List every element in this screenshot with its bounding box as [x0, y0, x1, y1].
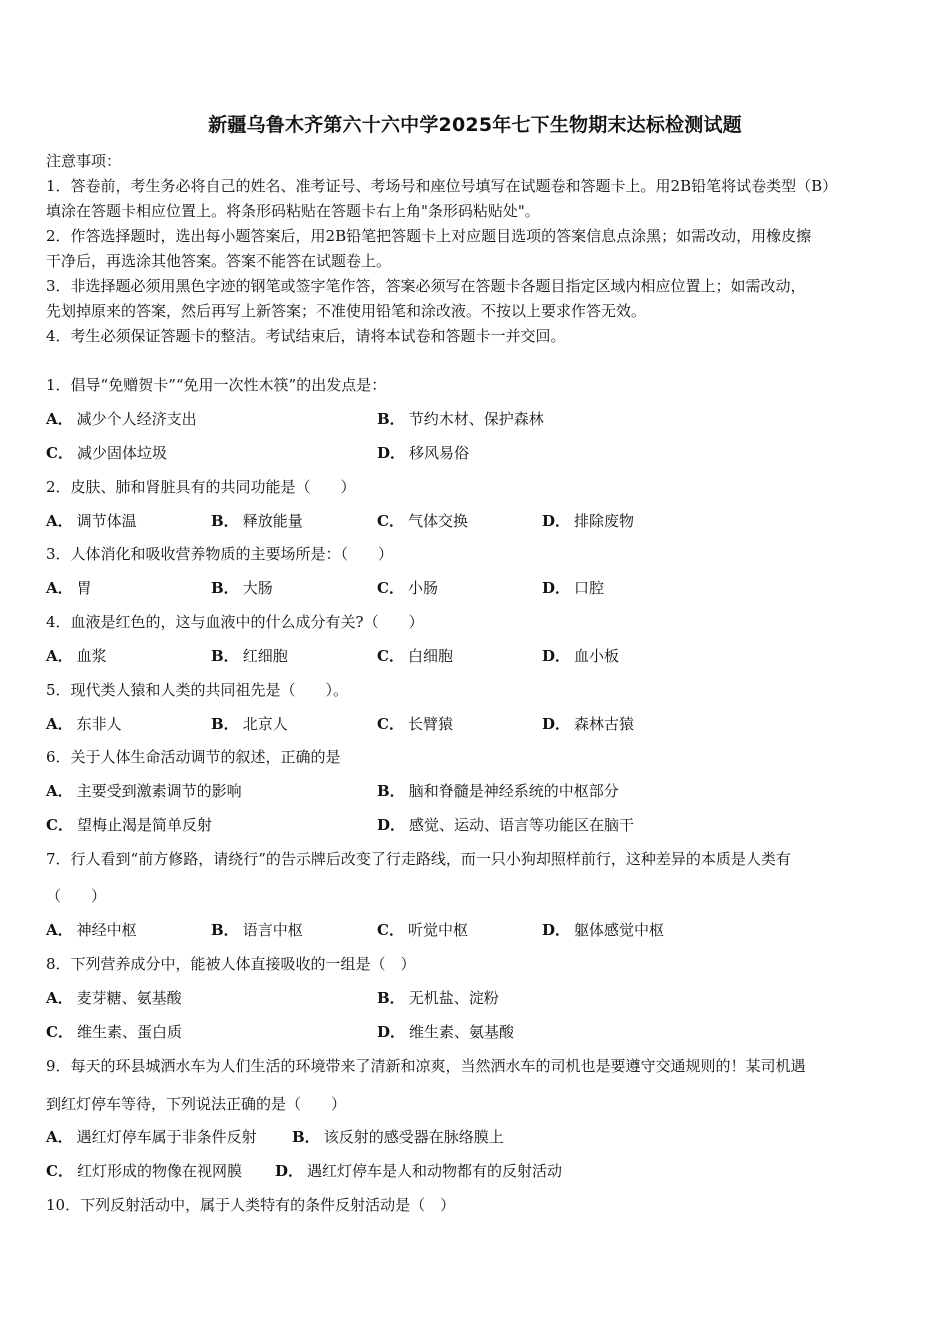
q2-option-c: C． 气体交换 — [377, 512, 468, 530]
q8-option-c: C． 维生素、蛋白质 — [46, 1023, 182, 1041]
q1-option-d: D． 移风易俗 — [377, 444, 470, 462]
q9-option-c: C． 红灯形成的物像在视网膜 — [46, 1162, 242, 1180]
question-7-stem-cont: （ ） — [46, 887, 107, 905]
q8-option-b: B． 无机盐、淀粉 — [377, 989, 499, 1007]
q3-option-c: C． 小肠 — [377, 579, 438, 597]
q8-option-a: A． 麦芽糖、氨基酸 — [46, 989, 182, 1007]
question-8-stem: 8．下列营养成分中，能被人体直接吸收的一组是（ ） — [46, 955, 416, 973]
q3-option-a: A． 胃 — [46, 579, 92, 597]
q4-option-d: D． 血小板 — [542, 647, 620, 665]
q1-option-c: C． 减少固体垃圾 — [46, 444, 167, 462]
q9-option-d: D． 遇红灯停车是人和动物都有的反射活动 — [275, 1162, 563, 1180]
notice-line: 填涂在答题卡相应位置上。将条形码粘贴在答题卡右上角"条形码粘贴处"。 — [46, 202, 540, 220]
q1-option-a: A． 减少个人经济支出 — [46, 410, 197, 428]
question-5-stem: 5．现代类人猿和人类的共同祖先是（ ）。 — [46, 681, 349, 699]
q2-option-a: A． 调节体温 — [46, 512, 137, 530]
exam-title: 新疆乌鲁木齐第六十六中学2025年七下生物期末达标检测试题 — [208, 114, 742, 136]
question-6-stem: 6．关于人体生命活动调节的叙述，正确的是 — [46, 748, 341, 766]
q9-option-b: B． 该反射的感受器在脉络膜上 — [292, 1128, 504, 1146]
question-2-stem: 2．皮肤、肺和肾脏具有的共同功能是（ ） — [46, 478, 356, 496]
q7-option-d: D． 躯体感觉中枢 — [542, 921, 665, 939]
question-10-stem: 10．下列反射活动中，属于人类特有的条件反射活动是（ ） — [46, 1196, 456, 1214]
q7-option-c: C． 听觉中枢 — [377, 921, 468, 939]
notice-line: 4．考生必须保证答题卡的整洁。考试结束后，请将本试卷和答题卡一并交回。 — [46, 327, 566, 345]
notice-line: 1．答卷前，考生务必将自己的姓名、准考证号、考场号和座位号填写在试题卷和答题卡上。用2B铅笔将试卷类型（B） — [46, 177, 838, 195]
q7-option-a: A． 神经中枢 — [46, 921, 137, 939]
q9-option-a: A． 遇红灯停车属于非条件反射 — [46, 1128, 257, 1146]
question-1-stem: 1．倡导“免赠贺卡”“免用一次性木筷”的出发点是： — [46, 376, 387, 394]
notice-heading: 注意事项： — [46, 152, 122, 170]
notice-line: 先划掉原来的答案，然后再写上新答案；不准使用铅笔和涂改液。不按以上要求作答无效。 — [46, 302, 647, 320]
q5-option-a: A． 东非人 — [46, 715, 122, 733]
q2-option-b: B． 释放能量 — [211, 512, 303, 530]
notice-line: 3．非选择题必须用黑色字迹的钢笔或签字笔作答，答案必须写在答题卡各题目指定区域内相应位置上；如需改动， — [46, 277, 806, 295]
q5-option-d: D． 森林古猿 — [542, 715, 635, 733]
q6-option-d: D． 感觉、运动、语言等功能区在脑干 — [377, 816, 635, 834]
q8-option-d: D． 维生素、氨基酸 — [377, 1023, 515, 1041]
q4-option-b: B． 红细胞 — [211, 647, 288, 665]
question-9-stem-cont: 到红灯停车等待，下列说法正确的是（ ） — [46, 1095, 347, 1113]
q7-option-b: B． 语言中枢 — [211, 921, 303, 939]
q5-option-c: C． 长臂猿 — [377, 715, 453, 733]
q2-option-d: D． 排除废物 — [542, 512, 635, 530]
q5-option-b: B． 北京人 — [211, 715, 288, 733]
q3-option-d: D． 口腔 — [542, 579, 605, 597]
question-3-stem: 3．人体消化和吸收营养物质的主要场所是：（ ） — [46, 545, 394, 563]
q4-option-c: C． 白细胞 — [377, 647, 453, 665]
q3-option-b: B． 大肠 — [211, 579, 273, 597]
notice-line: 干净后，再选涂其他答案。答案不能答在试题卷上。 — [46, 252, 392, 270]
notice-line: 2．作答选择题时，选出每小题答案后，用2B铅笔把答题卡上对应题目选项的答案信息点涂黑；如需改动，用橡皮擦 — [46, 227, 812, 245]
q6-option-a: A． 主要受到激素调节的影响 — [46, 782, 242, 800]
q6-option-c: C． 望梅止渴是简单反射 — [46, 816, 212, 834]
question-9-stem: 9．每天的环县城洒水车为人们生活的环境带来了清新和凉爽，当然洒水车的司机也是要遵守交通规则的！某司机遇 — [46, 1057, 806, 1075]
question-7-stem: 7．行人看到“前方修路，请绕行”的告示牌后改变了行走路线，而一只小狗却照样前行，这种差异的本质是人类有 — [46, 850, 791, 868]
question-4-stem: 4．血液是红色的，这与血液中的什么成分有关?（ ） — [46, 613, 424, 631]
q4-option-a: A． 血浆 — [46, 647, 107, 665]
q1-option-b: B． 节约木材、保护森林 — [377, 410, 544, 428]
q6-option-b: B． 脑和脊髓是神经系统的中枢部分 — [377, 782, 619, 800]
